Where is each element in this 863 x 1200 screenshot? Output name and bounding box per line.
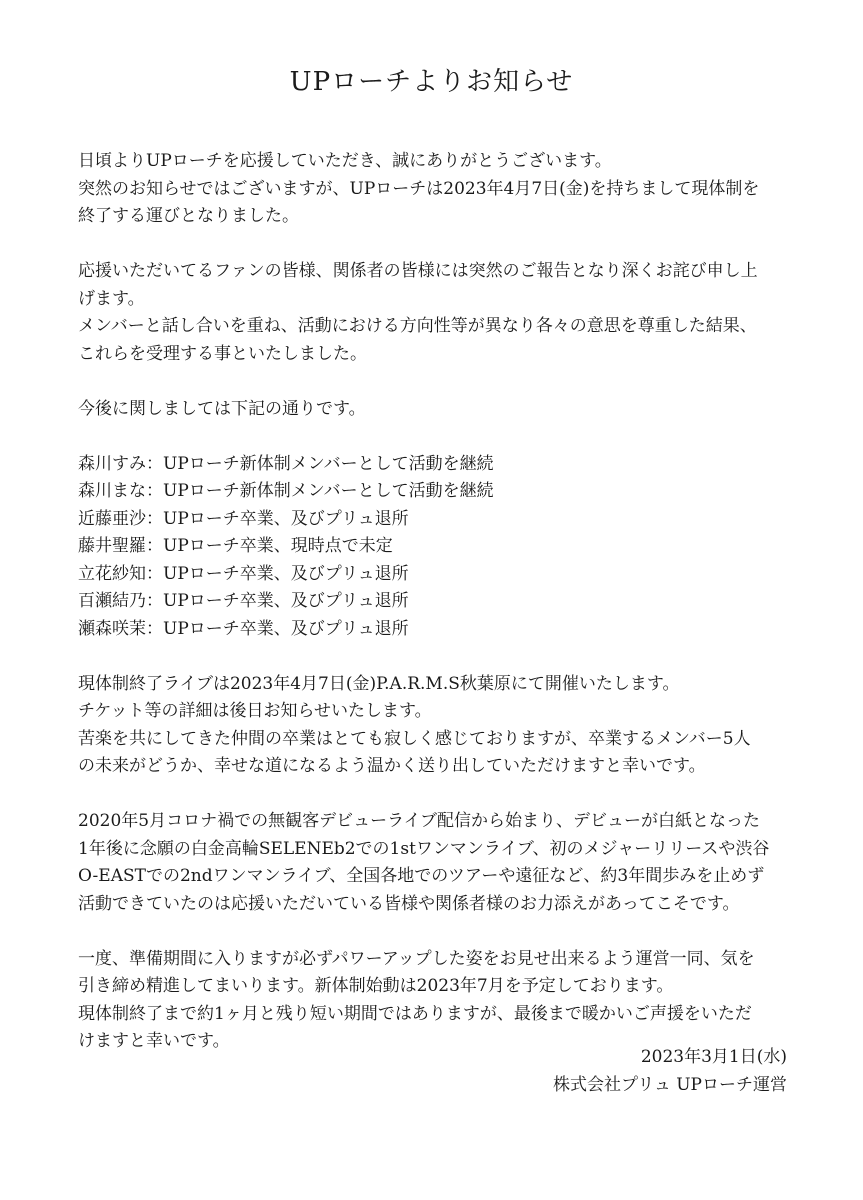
text-line: 応援いただいてるファンの皆様、関係者の皆様には突然のご報告となり深くお詫び申し上 (78, 261, 758, 281)
signature-date: 2023年3月1日(水) (640, 1047, 787, 1067)
paragraph-apology (78, 258, 790, 368)
text-line: 現体制終了まで約1ヶ月と残り短い期間ではありますが、最後まで暖かいご声援をいただ (78, 1003, 752, 1024)
text-line: 引き締め精進してまいります。新体制始動は2023年7月を予定しております。 (78, 976, 674, 996)
announcement-body (78, 148, 790, 1083)
member-item: 藤井聖羅：UPローチ卒業、現時点で未定 (78, 536, 393, 556)
text-line: メンバーと話し合いを重ね、活動における方向性等が異なり各々の意思を尊重した結果、 (78, 316, 757, 336)
paragraph-final-live (78, 671, 790, 781)
text-line: 日頃よりUPローチを応援していただき、誠にありがとうございます。 (78, 151, 612, 171)
text-line: 2020年5月コロナ禍での無観客デビューライブ配信から始まり、デビューが白紙となった (78, 811, 761, 831)
member-item: 瀬森咲茉：UPローチ卒業、及びプリュ退所 (78, 618, 409, 639)
text-line: 一度、準備期間に入りますが必ずパワーアップした姿をお見せ出来るよう運営一同、気を (78, 948, 755, 969)
text-line: これらを受理する事といたしました。 (78, 343, 367, 364)
paragraph-greeting (78, 148, 790, 231)
text-line: 苦楽を共にしてきた仲間の卒業はとても寂しく感じておりますが、卒業するメンバー5人 (78, 728, 751, 749)
text-line: O-EASTでの2ndワンマンライブ、全国各地でのツアーや遠征など、約3年間歩みを止めず (78, 866, 765, 886)
member-item: 百瀬結乃：UPローチ卒業、及びプリュ退所 (78, 591, 409, 611)
member-list (78, 451, 790, 644)
member-item: 立花紗知：UPローチ卒業、及びプリュ退所 (78, 563, 409, 584)
member-item: 近藤亜沙：UPローチ卒業、及びプリュ退所 (78, 508, 409, 529)
page-title: UPローチよりお知らせ (289, 67, 574, 97)
text-line: チケット等の詳細は後日お知らせいたします。 (78, 701, 432, 721)
signature-issuer: 株式会社プリュ UPローチ運営 (553, 1075, 787, 1095)
paragraph-intro-list (78, 396, 790, 424)
member-item: 森川まな：UPローチ新体制メンバーとして活動を継続 (78, 481, 494, 501)
text-line: 突然のお知らせではございますが、UPローチは2023年4月7日(金)を持ちまして現体制を (78, 178, 760, 199)
text-line: 現体制終了ライブは2023年4月7日(金)P.A.R.M.S秋葉原にて開催いたします。 (78, 673, 680, 694)
text-line: 活動できていたのは応援いただいている皆様や関係者様のお力添えがあってこそです。 (78, 893, 740, 914)
text-line: 今後に関しましては下記の通りです。 (78, 398, 366, 419)
text-line: げます。 (78, 288, 145, 309)
signature-block (553, 1043, 787, 1099)
text-line: 1年後に念願の白金高輪SELENEb2での1stワンマンライブ、初のメジャーリリースや渋谷 (78, 838, 770, 859)
text-line: けますと幸いです。 (78, 1031, 230, 1051)
text-line: の未来がどうか、幸せな道になるよう温かく送り出していただけますと幸いです。 (78, 756, 706, 776)
paragraph-history (78, 808, 790, 918)
paragraph-future (78, 946, 790, 1056)
text-line: 終了する運びとなりました。 (78, 206, 299, 226)
member-item: 森川すみ：UPローチ新体制メンバーとして活動を継続 (78, 453, 494, 474)
